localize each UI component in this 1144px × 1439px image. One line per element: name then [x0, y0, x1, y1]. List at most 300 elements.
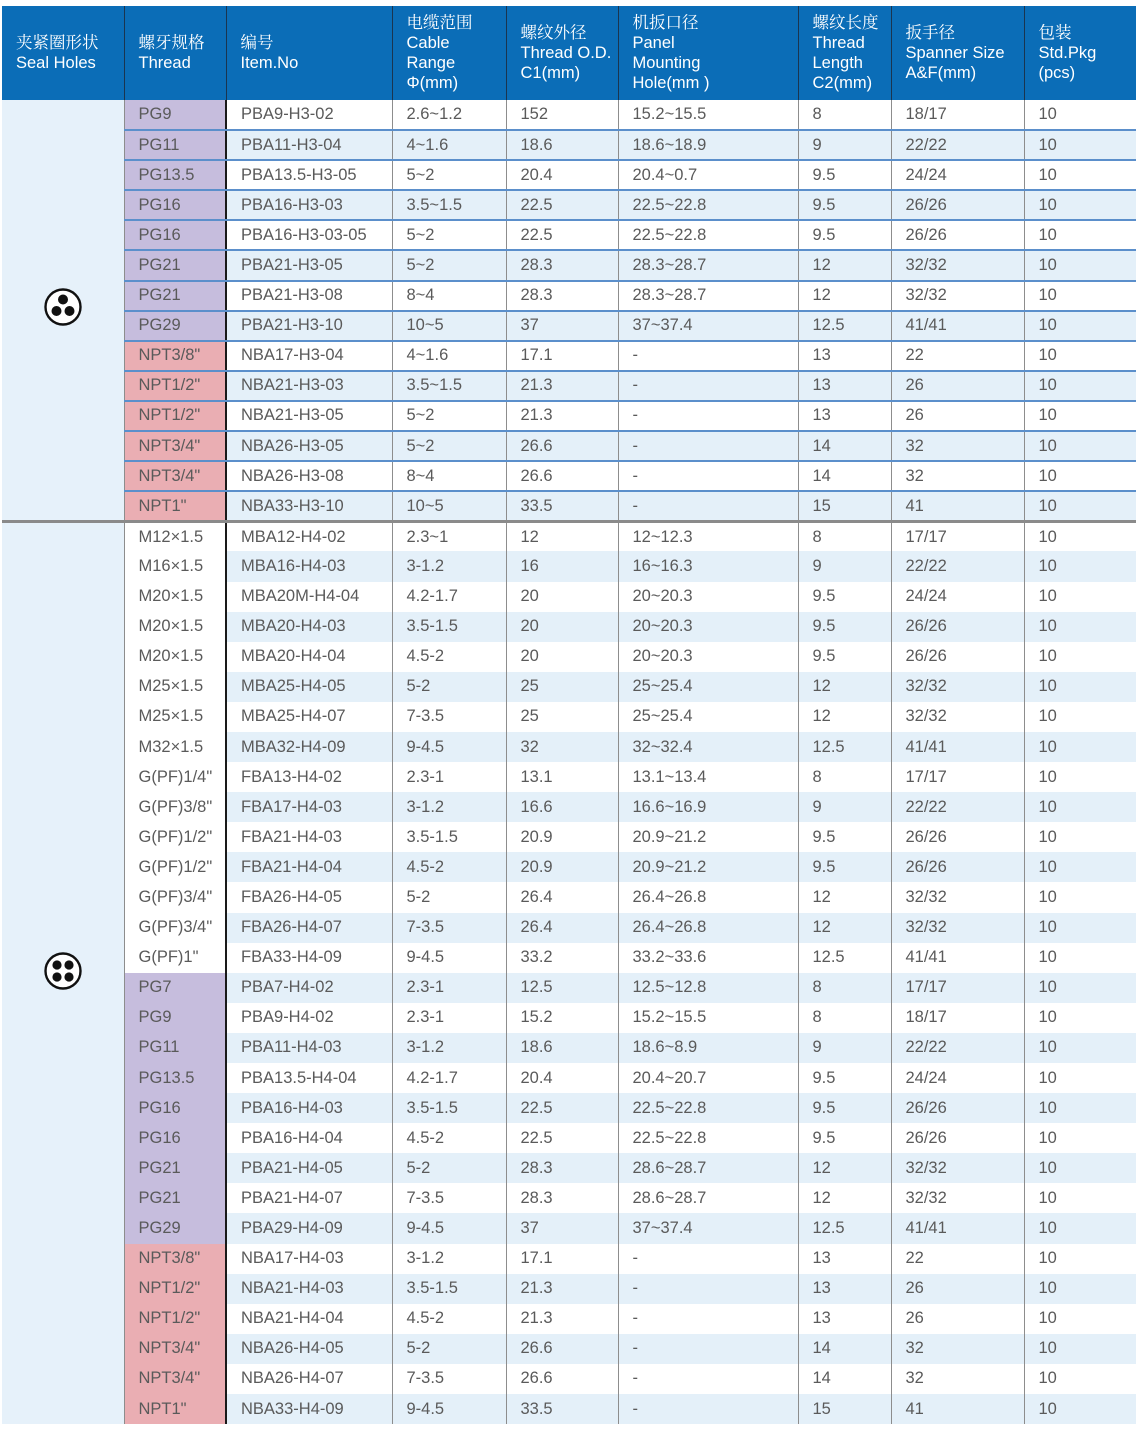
item-no-cell: PBA7-H4-02	[226, 973, 392, 1003]
thread-cell: PG7	[124, 973, 226, 1003]
spanner-size-cell: 32/32	[891, 281, 1024, 311]
item-no-cell: NBA21-H4-04	[226, 1304, 392, 1334]
thread-length-cell: 14	[798, 461, 891, 491]
table-row	[2, 431, 1136, 461]
cable-range-cell: 4~1.6	[392, 341, 506, 371]
panel-hole-cell: -	[618, 1394, 798, 1424]
cable-range-cell: 3-1.2	[392, 551, 506, 581]
item-no-cell: PBA21-H3-10	[226, 311, 392, 341]
item-no-cell: PBA11-H3-04	[226, 130, 392, 160]
std-pkg-cell: 10	[1024, 1304, 1136, 1334]
std-pkg-cell: 10	[1024, 973, 1136, 1003]
column-header-zh: 电缆范围	[406, 14, 473, 32]
spanner-size-cell: 22/22	[891, 792, 1024, 822]
item-no-cell: FBA13-H4-02	[226, 762, 392, 792]
std-pkg-cell: 10	[1024, 431, 1136, 461]
spanner-size-cell: 24/24	[891, 582, 1024, 612]
thread-od-cell: 32	[506, 732, 618, 762]
thread-length-cell: 9.5	[798, 220, 891, 250]
panel-hole-cell: -	[618, 431, 798, 461]
thread-od-cell: 13.1	[506, 762, 618, 792]
column-header-en: Mounting	[632, 54, 701, 72]
column-header-en: C2(mm)	[812, 74, 873, 92]
item-no-cell: FBA17-H4-03	[226, 792, 392, 822]
thread-length-cell: 9.5	[798, 160, 891, 190]
cable-gland-spec-table	[2, 6, 1136, 1424]
table-row	[2, 852, 1136, 882]
std-pkg-cell: 10	[1024, 1213, 1136, 1243]
panel-hole-cell: 18.6~8.9	[618, 1033, 798, 1063]
column-header-panel-hole	[618, 6, 798, 100]
thread-cell: G(PF)3/8"	[124, 792, 226, 822]
thread-cell: NPT3/4"	[124, 1334, 226, 1364]
thread-cell: NPT3/8"	[124, 1244, 226, 1274]
item-no-cell: PBA16-H3-03	[226, 190, 392, 220]
cable-range-cell: 3.5-1.5	[392, 822, 506, 852]
spanner-size-cell: 32/32	[891, 672, 1024, 702]
table-row	[2, 311, 1136, 341]
item-no-cell: NBA17-H4-03	[226, 1244, 392, 1274]
thread-cell: NPT1"	[124, 491, 226, 521]
table-row	[2, 943, 1136, 973]
thread-od-cell: 21.3	[506, 371, 618, 401]
table-row	[2, 1033, 1136, 1063]
thread-length-cell: 15	[798, 1394, 891, 1424]
thread-od-cell: 20	[506, 642, 618, 672]
cable-range-cell: 3.5~1.5	[392, 371, 506, 401]
cable-range-cell: 3.5-1.5	[392, 1274, 506, 1304]
item-no-cell: MBA20-H4-04	[226, 642, 392, 672]
thread-od-cell: 28.3	[506, 1153, 618, 1183]
spanner-size-cell: 26	[891, 1274, 1024, 1304]
panel-hole-cell: -	[618, 491, 798, 521]
column-header-thread-length	[798, 6, 891, 100]
thread-cell: PG16	[124, 190, 226, 220]
thread-od-cell: 22.5	[506, 190, 618, 220]
table-row	[2, 130, 1136, 160]
std-pkg-cell: 10	[1024, 732, 1136, 762]
column-header-thread-od	[506, 6, 618, 100]
spanner-size-cell: 26/26	[891, 822, 1024, 852]
panel-hole-cell: 37~37.4	[618, 1213, 798, 1243]
column-header-en: Thread O.D.	[520, 44, 612, 62]
thread-od-cell: 37	[506, 311, 618, 341]
header-row	[2, 6, 1136, 100]
thread-length-cell: 12.5	[798, 1213, 891, 1243]
thread-od-cell: 12.5	[506, 973, 618, 1003]
cable-range-cell: 10~5	[392, 311, 506, 341]
thread-od-cell: 25	[506, 702, 618, 732]
thread-cell: PG9	[124, 1003, 226, 1033]
std-pkg-cell: 10	[1024, 762, 1136, 792]
spanner-size-cell: 41	[891, 1394, 1024, 1424]
panel-hole-cell: 15.2~15.5	[618, 1003, 798, 1033]
panel-hole-cell: 28.6~28.7	[618, 1183, 798, 1213]
table-row	[2, 100, 1136, 130]
thread-length-cell: 9.5	[798, 1123, 891, 1153]
thread-cell: NPT3/4"	[124, 431, 226, 461]
panel-hole-cell: 33.2~33.6	[618, 943, 798, 973]
cable-range-cell: 9-4.5	[392, 1394, 506, 1424]
std-pkg-cell: 10	[1024, 341, 1136, 371]
thread-length-cell: 14	[798, 431, 891, 461]
thread-od-cell: 20.9	[506, 852, 618, 882]
item-no-cell: NBA21-H3-03	[226, 371, 392, 401]
spanner-size-cell: 32/32	[891, 702, 1024, 732]
spanner-size-cell: 41	[891, 491, 1024, 521]
item-no-cell: NBA17-H3-04	[226, 341, 392, 371]
panel-hole-cell: 22.5~22.8	[618, 1093, 798, 1123]
spanner-size-cell: 32/32	[891, 1153, 1024, 1183]
column-header-zh: 机扳口径	[632, 14, 699, 32]
thread-od-cell: 28.3	[506, 1183, 618, 1213]
thread-cell: PG11	[124, 130, 226, 160]
panel-hole-cell: 16~16.3	[618, 551, 798, 581]
table-body	[2, 100, 1136, 1424]
thread-od-cell: 26.4	[506, 913, 618, 943]
cable-range-cell: 5~2	[392, 431, 506, 461]
cable-range-cell: 3-1.2	[392, 1033, 506, 1063]
thread-length-cell: 12	[798, 1153, 891, 1183]
cable-range-cell: 9-4.5	[392, 732, 506, 762]
column-header-en: Seal Holes	[16, 54, 96, 72]
thread-cell: NPT1"	[124, 1394, 226, 1424]
std-pkg-cell: 10	[1024, 491, 1136, 521]
spanner-size-cell: 22	[891, 341, 1024, 371]
panel-hole-cell: 15.2~15.5	[618, 100, 798, 130]
cable-range-cell: 2.3-1	[392, 1003, 506, 1033]
column-header-zh: 夹紧圈形状	[16, 34, 99, 52]
cable-range-cell: 10~5	[392, 491, 506, 521]
thread-od-cell: 152	[506, 100, 618, 130]
column-header-en: Panel	[632, 34, 675, 52]
thread-length-cell: 8	[798, 100, 891, 130]
cable-range-cell: 5~2	[392, 160, 506, 190]
std-pkg-cell: 10	[1024, 1394, 1136, 1424]
thread-od-cell: 25	[506, 672, 618, 702]
panel-hole-cell: 28.3~28.7	[618, 281, 798, 311]
spanner-size-cell: 32/32	[891, 913, 1024, 943]
thread-od-cell: 33.2	[506, 943, 618, 973]
thread-length-cell: 13	[798, 341, 891, 371]
panel-hole-cell: 13.1~13.4	[618, 762, 798, 792]
thread-length-cell: 9.5	[798, 612, 891, 642]
column-header-item-no	[226, 6, 392, 100]
thread-length-cell: 12	[798, 1183, 891, 1213]
thread-cell: NPT1/2"	[124, 401, 226, 431]
panel-hole-cell: -	[618, 401, 798, 431]
item-no-cell: FBA26-H4-07	[226, 913, 392, 943]
std-pkg-cell: 10	[1024, 582, 1136, 612]
table-row	[2, 582, 1136, 612]
panel-hole-cell: 20.9~21.2	[618, 852, 798, 882]
thread-cell: G(PF)1/2"	[124, 822, 226, 852]
panel-hole-cell: 20~20.3	[618, 642, 798, 672]
table-row	[2, 1364, 1136, 1394]
item-no-cell: FBA21-H4-04	[226, 852, 392, 882]
thread-cell: PG21	[124, 250, 226, 280]
cable-range-cell: 3.5-1.5	[392, 612, 506, 642]
item-no-cell: NBA26-H4-05	[226, 1334, 392, 1364]
thread-length-cell: 9.5	[798, 852, 891, 882]
table-row	[2, 401, 1136, 431]
3-hole-icon	[43, 287, 83, 327]
thread-od-cell: 28.3	[506, 281, 618, 311]
item-no-cell: PBA21-H3-05	[226, 250, 392, 280]
cable-range-cell: 3.5-1.5	[392, 1093, 506, 1123]
cable-range-cell: 9-4.5	[392, 1213, 506, 1243]
std-pkg-cell: 10	[1024, 461, 1136, 491]
thread-length-cell: 13	[798, 371, 891, 401]
thread-od-cell: 20.4	[506, 1063, 618, 1093]
std-pkg-cell: 10	[1024, 882, 1136, 912]
table-row	[2, 1093, 1136, 1123]
cable-range-cell: 4.5-2	[392, 852, 506, 882]
std-pkg-cell: 10	[1024, 1274, 1136, 1304]
thread-length-cell: 9	[798, 551, 891, 581]
cable-range-cell: 5~2	[392, 220, 506, 250]
thread-cell: G(PF)1/2"	[124, 852, 226, 882]
panel-hole-cell: 37~37.4	[618, 311, 798, 341]
cable-range-cell: 9-4.5	[392, 943, 506, 973]
std-pkg-cell: 10	[1024, 100, 1136, 130]
item-no-cell: MBA25-H4-07	[226, 702, 392, 732]
thread-length-cell: 9.5	[798, 1093, 891, 1123]
std-pkg-cell: 10	[1024, 250, 1136, 280]
item-no-cell: PBA21-H4-05	[226, 1153, 392, 1183]
table-row	[2, 1304, 1136, 1334]
spanner-size-cell: 26	[891, 401, 1024, 431]
thread-od-cell: 20.4	[506, 160, 618, 190]
thread-length-cell: 12	[798, 281, 891, 311]
spanner-size-cell: 24/24	[891, 1063, 1024, 1093]
cable-range-cell: 5~2	[392, 250, 506, 280]
std-pkg-cell: 10	[1024, 281, 1136, 311]
std-pkg-cell: 10	[1024, 130, 1136, 160]
std-pkg-cell: 10	[1024, 1003, 1136, 1033]
table-row	[2, 1213, 1136, 1243]
spanner-size-cell: 32	[891, 1334, 1024, 1364]
spanner-size-cell: 22/22	[891, 551, 1024, 581]
item-no-cell: PBA16-H3-03-05	[226, 220, 392, 250]
thread-cell: M20×1.5	[124, 642, 226, 672]
spec-table-container	[2, 6, 1136, 1424]
thread-length-cell: 12	[798, 913, 891, 943]
panel-hole-cell: 12~12.3	[618, 521, 798, 551]
column-header-spanner-size	[891, 6, 1024, 100]
std-pkg-cell: 10	[1024, 612, 1136, 642]
thread-od-cell: 18.6	[506, 1033, 618, 1063]
item-no-cell: FBA26-H4-05	[226, 882, 392, 912]
std-pkg-cell: 10	[1024, 371, 1136, 401]
cable-range-cell: 5-2	[392, 672, 506, 702]
thread-length-cell: 12	[798, 882, 891, 912]
std-pkg-cell: 10	[1024, 1063, 1136, 1093]
std-pkg-cell: 10	[1024, 551, 1136, 581]
table-row	[2, 732, 1136, 762]
column-header-std-pkg	[1024, 6, 1136, 100]
std-pkg-cell: 10	[1024, 1033, 1136, 1063]
thread-od-cell: 17.1	[506, 1244, 618, 1274]
column-header-en: Spanner Size	[905, 44, 1005, 62]
item-no-cell: MBA16-H4-03	[226, 551, 392, 581]
thread-length-cell: 12	[798, 250, 891, 280]
thread-cell: PG29	[124, 311, 226, 341]
thread-od-cell: 26.6	[506, 461, 618, 491]
thread-cell: PG21	[124, 281, 226, 311]
item-no-cell: PBA21-H4-07	[226, 1183, 392, 1213]
thread-length-cell: 14	[798, 1364, 891, 1394]
table-row	[2, 762, 1136, 792]
column-header-en: Range	[406, 54, 456, 72]
std-pkg-cell: 10	[1024, 852, 1136, 882]
thread-cell: PG16	[124, 1093, 226, 1123]
cable-range-cell: 7-3.5	[392, 1364, 506, 1394]
thread-od-cell: 16	[506, 551, 618, 581]
column-header-cable-range	[392, 6, 506, 100]
item-no-cell: NBA33-H4-09	[226, 1394, 392, 1424]
spanner-size-cell: 32/32	[891, 1183, 1024, 1213]
std-pkg-cell: 10	[1024, 1153, 1136, 1183]
thread-cell: NPT3/4"	[124, 461, 226, 491]
thread-od-cell: 20.9	[506, 822, 618, 852]
panel-hole-cell: 26.4~26.8	[618, 913, 798, 943]
spanner-size-cell: 17/17	[891, 521, 1024, 551]
item-no-cell: PBA13.5-H4-04	[226, 1063, 392, 1093]
thread-od-cell: 26.6	[506, 1364, 618, 1394]
item-no-cell: PBA9-H3-02	[226, 100, 392, 130]
table-row	[2, 1003, 1136, 1033]
thread-length-cell: 9.5	[798, 190, 891, 220]
table-row	[2, 160, 1136, 190]
panel-hole-cell: -	[618, 1334, 798, 1364]
table-row	[2, 220, 1136, 250]
thread-length-cell: 12.5	[798, 311, 891, 341]
table-row	[2, 913, 1136, 943]
item-no-cell: NBA26-H3-08	[226, 461, 392, 491]
thread-od-cell: 26.6	[506, 431, 618, 461]
panel-hole-cell: 28.6~28.7	[618, 1153, 798, 1183]
spanner-size-cell: 41/41	[891, 311, 1024, 341]
column-header-zh: 螺纹外径	[520, 24, 587, 42]
item-no-cell: NBA21-H4-03	[226, 1274, 392, 1304]
spanner-size-cell: 17/17	[891, 762, 1024, 792]
cable-range-cell: 2.3~1	[392, 521, 506, 551]
spanner-size-cell: 32	[891, 461, 1024, 491]
item-no-cell: FBA21-H4-03	[226, 822, 392, 852]
std-pkg-cell: 10	[1024, 822, 1136, 852]
thread-length-cell: 13	[798, 1274, 891, 1304]
thread-od-cell: 22.5	[506, 1093, 618, 1123]
column-header-zh: 螺牙规格	[138, 34, 205, 52]
std-pkg-cell: 10	[1024, 311, 1136, 341]
thread-od-cell: 37	[506, 1213, 618, 1243]
item-no-cell: MBA12-H4-02	[226, 521, 392, 551]
table-row	[2, 551, 1136, 581]
panel-hole-cell: -	[618, 1274, 798, 1304]
panel-hole-cell: 20~20.3	[618, 582, 798, 612]
column-header-en: Cable	[406, 34, 450, 52]
thread-cell: PG16	[124, 1123, 226, 1153]
std-pkg-cell: 10	[1024, 642, 1136, 672]
thread-length-cell: 12.5	[798, 943, 891, 973]
column-header-en: Thread	[812, 34, 865, 52]
thread-length-cell: 13	[798, 1244, 891, 1274]
thread-od-cell: 20	[506, 582, 618, 612]
cable-range-cell: 8~4	[392, 461, 506, 491]
cable-range-cell: 7-3.5	[392, 913, 506, 943]
table-row	[2, 1394, 1136, 1424]
table-row	[2, 642, 1136, 672]
panel-hole-cell: 18.6~18.9	[618, 130, 798, 160]
panel-hole-cell: 22.5~22.8	[618, 190, 798, 220]
thread-length-cell: 13	[798, 401, 891, 431]
item-no-cell: MBA25-H4-05	[226, 672, 392, 702]
thread-length-cell: 8	[798, 521, 891, 551]
panel-hole-cell: -	[618, 341, 798, 371]
table-row	[2, 792, 1136, 822]
column-header-en: Φ(mm)	[406, 74, 459, 92]
cable-range-cell: 2.6~1.2	[392, 100, 506, 130]
table-row	[2, 1334, 1136, 1364]
std-pkg-cell: 10	[1024, 1244, 1136, 1274]
item-no-cell: MBA20M-H4-04	[226, 582, 392, 612]
std-pkg-cell: 10	[1024, 1093, 1136, 1123]
4-hole-icon	[43, 951, 83, 991]
thread-od-cell: 33.5	[506, 1394, 618, 1424]
thread-cell: M32×1.5	[124, 732, 226, 762]
thread-length-cell: 8	[798, 973, 891, 1003]
table-row	[2, 281, 1136, 311]
column-header-en: Hole(mm )	[632, 74, 710, 92]
cable-range-cell: 7-3.5	[392, 1183, 506, 1213]
panel-hole-cell: 12.5~12.8	[618, 973, 798, 1003]
panel-hole-cell: 28.3~28.7	[618, 250, 798, 280]
thread-cell: M20×1.5	[124, 582, 226, 612]
thread-length-cell: 9	[798, 130, 891, 160]
std-pkg-cell: 10	[1024, 1334, 1136, 1364]
thread-od-cell: 26.6	[506, 1334, 618, 1364]
thread-cell: PG21	[124, 1153, 226, 1183]
item-no-cell: PBA11-H4-03	[226, 1033, 392, 1063]
panel-hole-cell: 20.4~20.7	[618, 1063, 798, 1093]
thread-od-cell: 20	[506, 612, 618, 642]
column-header-zh: 包装	[1038, 24, 1072, 42]
table-row	[2, 822, 1136, 852]
thread-od-cell: 33.5	[506, 491, 618, 521]
panel-hole-cell: 32~32.4	[618, 732, 798, 762]
spanner-size-cell: 41/41	[891, 732, 1024, 762]
thread-od-cell: 21.3	[506, 1304, 618, 1334]
cable-range-cell: 4.2-1.7	[392, 1063, 506, 1093]
table-row	[2, 612, 1136, 642]
column-header-en: Std.Pkg	[1038, 44, 1097, 62]
column-header-thread	[124, 6, 226, 100]
cable-range-cell: 5-2	[392, 1153, 506, 1183]
table-row	[2, 973, 1136, 1003]
cable-range-cell: 4.5-2	[392, 1304, 506, 1334]
item-no-cell: NBA26-H4-07	[226, 1364, 392, 1394]
panel-hole-cell: -	[618, 461, 798, 491]
table-row	[2, 1063, 1136, 1093]
thread-cell: G(PF)3/4"	[124, 913, 226, 943]
spanner-size-cell: 26/26	[891, 612, 1024, 642]
cable-range-cell: 2.3-1	[392, 762, 506, 792]
thread-length-cell: 15	[798, 491, 891, 521]
spanner-size-cell: 26/26	[891, 1123, 1024, 1153]
thread-cell: M20×1.5	[124, 612, 226, 642]
table-row	[2, 491, 1136, 521]
